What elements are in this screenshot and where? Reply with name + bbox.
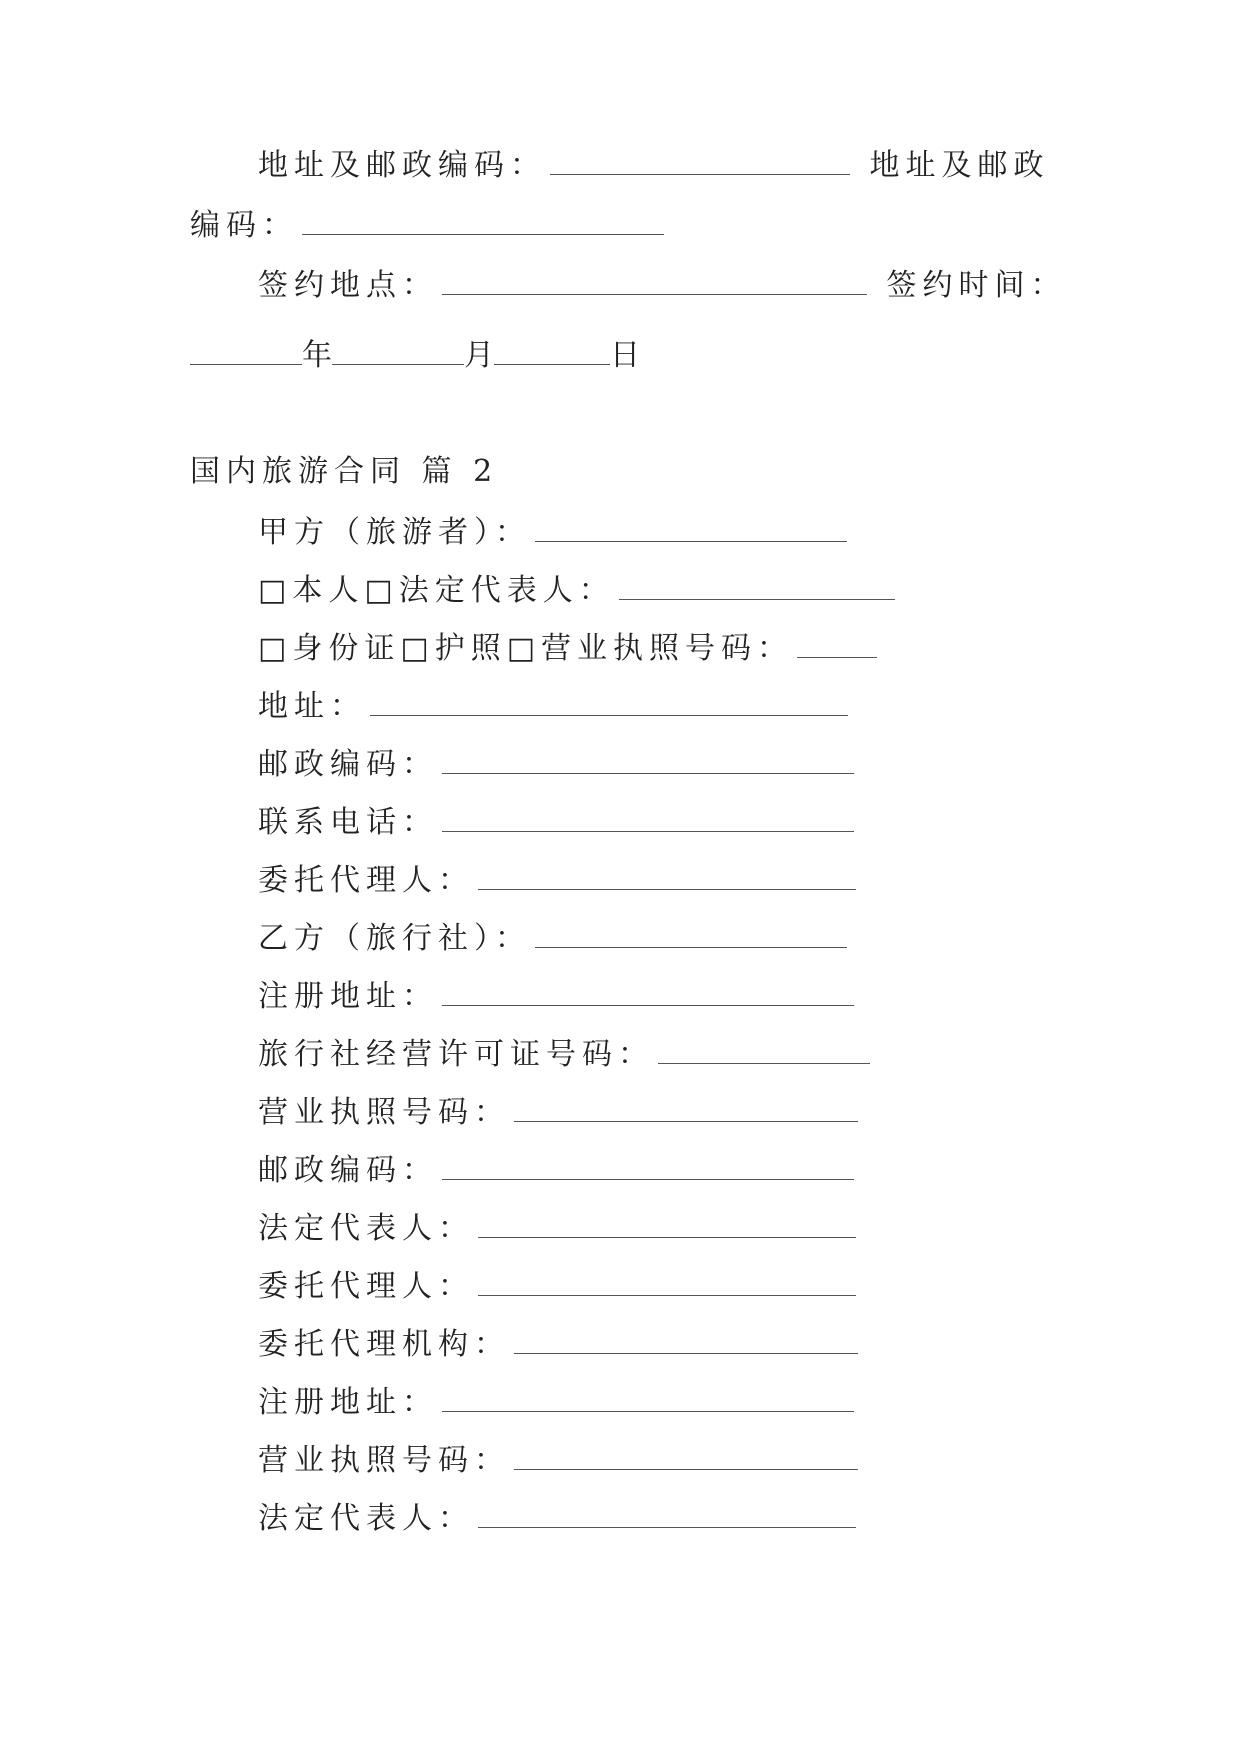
day-blank[interactable]: [494, 338, 610, 365]
section-title: 国内旅游合同 篇 2: [190, 454, 499, 489]
field-blank[interactable]: [442, 1153, 854, 1180]
field-label: 注册地址：: [258, 1385, 438, 1420]
field-label: 邮政编码：: [258, 747, 438, 782]
field-label: 法定代表人：: [258, 1211, 474, 1246]
field-blank[interactable]: [535, 921, 847, 948]
field-line: [258, 1443, 862, 1479]
field-line: [258, 1037, 874, 1073]
field-label: 邮政编码：: [258, 1153, 438, 1188]
field-line: [258, 863, 860, 899]
field-blank[interactable]: [514, 1327, 858, 1354]
field-line: [258, 573, 899, 609]
field-blank[interactable]: [442, 747, 854, 774]
field-blank[interactable]: [514, 1095, 858, 1122]
field-line: [258, 1385, 858, 1421]
field-line: [258, 515, 851, 551]
sign-date-line: [190, 338, 640, 374]
address-postcode-blank-b[interactable]: [302, 208, 664, 235]
field-blank[interactable]: [478, 863, 856, 890]
field-blank[interactable]: [442, 979, 854, 1006]
field-line: [258, 747, 858, 783]
field-label: 签约地点：: [258, 268, 438, 303]
address-postcode-blank-a[interactable]: [550, 148, 850, 175]
month-label: 月: [464, 338, 494, 373]
field-blank[interactable]: [619, 573, 895, 600]
field-line: [258, 979, 858, 1015]
field-label: 营业执照号码：: [258, 1443, 510, 1478]
field-blank[interactable]: [442, 1385, 854, 1412]
field-label: 委托代理机构：: [258, 1327, 510, 1362]
field-line: [258, 1095, 862, 1131]
field-label: 营业执照号码：: [258, 1095, 510, 1130]
year-blank[interactable]: [190, 338, 302, 365]
field-blank[interactable]: [478, 1269, 856, 1296]
address-postcode-line: [258, 148, 1050, 184]
sign-place-blank[interactable]: [442, 268, 867, 295]
field-line: [258, 1501, 860, 1537]
field-label: □本人□法定代表人：: [258, 573, 615, 608]
field-line: [258, 1327, 862, 1363]
year-label: 年: [302, 338, 332, 373]
field-label: □身份证□护照□营业执照号码：: [258, 631, 794, 666]
month-blank[interactable]: [332, 338, 464, 365]
field-blank[interactable]: [514, 1443, 858, 1470]
field-label: 甲方（旅游者）：: [258, 515, 531, 550]
field-blank[interactable]: [370, 689, 848, 716]
field-label: 地址及邮政编码：: [258, 148, 546, 183]
day-label: 日: [610, 338, 640, 373]
field-line: [258, 689, 852, 725]
field-label: 地址：: [258, 689, 366, 724]
field-label: 乙方（旅行社）：: [258, 921, 531, 956]
address-postcode-continued-line: [190, 208, 668, 244]
field-blank[interactable]: [535, 515, 847, 542]
field-line: [258, 631, 881, 667]
field-label: 委托代理人：: [258, 863, 474, 898]
field-label: 委托代理人：: [258, 1269, 474, 1304]
field-blank[interactable]: [478, 1211, 856, 1238]
field-blank[interactable]: [797, 631, 877, 658]
field-label: 编码：: [190, 208, 298, 243]
field-label: 法定代表人：: [258, 1501, 474, 1536]
field-label: 签约时间：: [886, 268, 1067, 303]
field-line: [258, 805, 858, 841]
field-line: [258, 921, 851, 957]
field-label: 注册地址：: [258, 979, 438, 1014]
field-line: [258, 1153, 858, 1189]
sign-place-time-line: [258, 268, 1067, 304]
field-blank[interactable]: [478, 1501, 856, 1528]
field-blank[interactable]: [442, 805, 854, 832]
field-label: 地址及邮政: [869, 148, 1050, 183]
field-line: [258, 1269, 860, 1305]
field-line: [258, 1211, 860, 1247]
field-label: 旅行社经营许可证号码：: [258, 1037, 654, 1072]
field-blank[interactable]: [658, 1037, 870, 1064]
field-label: 联系电话：: [258, 805, 438, 840]
